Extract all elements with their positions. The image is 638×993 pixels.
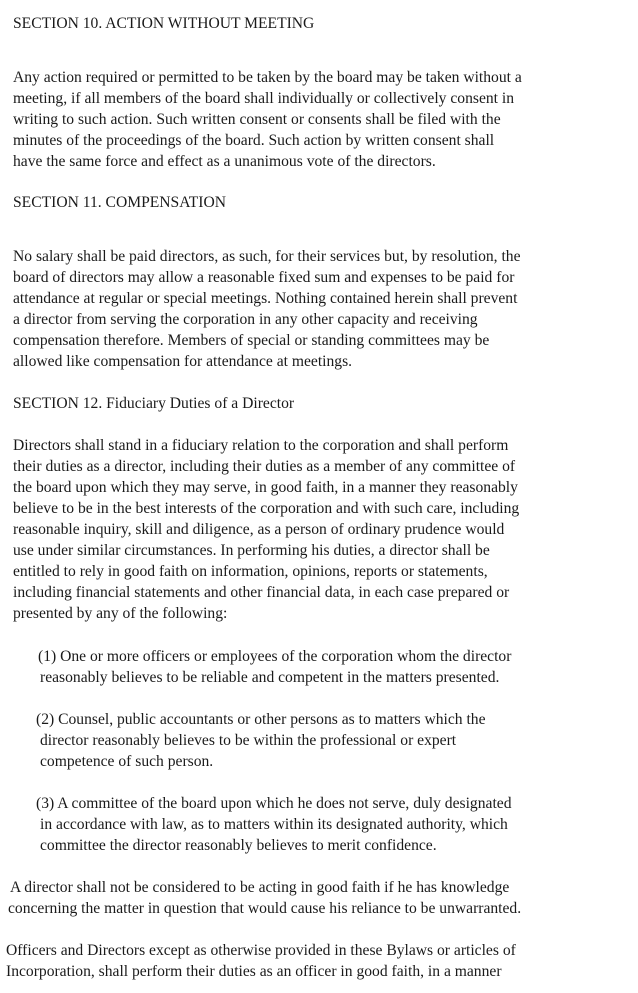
heading-text: SECTION 10. ACTION WITHOUT MEETING <box>13 15 315 32</box>
paragraph-line: compensation therefore. Members of special or standing committees may be <box>13 332 490 349</box>
paragraph-line: A director shall not be considered to be acting in good faith if he has knowledge <box>10 879 510 896</box>
heading-text: SECTION 11. COMPENSATION <box>13 194 226 211</box>
list-item-line: (2) Counsel, public accountants or other persons as to matters which the <box>36 711 486 728</box>
paragraph-line: attendance at regular or special meetings. Nothing contained herein shall prevent <box>13 290 518 307</box>
list-item-3 <box>36 793 512 856</box>
section-11-paragraph <box>13 246 521 372</box>
list-item-line: reasonably believes to be reliable and competent in the matters presented. <box>40 669 500 686</box>
paragraph-line: minutes of the proceedings of the board. Such action by written consent shall <box>13 132 495 149</box>
paragraph-line: entitled to rely in good faith on information, opinions, reports or statements, <box>13 563 488 580</box>
paragraph-line: board of directors may allow a reasonable fixed sum and expenses to be paid for <box>13 269 515 286</box>
paragraph-line: Incorporation, shall perform their duties as an officer in good faith, in a manner <box>6 963 502 980</box>
paragraph-line: reasonable inquiry, skill and diligence, as a person of ordinary prudence would <box>13 521 505 538</box>
paragraph-line: use under similar circumstances. In performing his duties, a director shall be <box>13 542 490 559</box>
paragraph-line: believe to be in the best interests of the corporation and with such care, including <box>13 500 520 517</box>
officers-paragraph <box>6 940 516 982</box>
list-item-line: in accordance with law, as to matters within its designated authority, which <box>40 816 508 833</box>
paragraph-line: No salary shall be paid directors, as such, for their services but, by resolution, the <box>13 248 521 265</box>
paragraph-line: Officers and Directors except as otherwise provided in these Bylaws or articles of <box>6 942 516 959</box>
paragraph-line: allowed like compensation for attendance at meetings. <box>13 353 353 370</box>
paragraph-line: their duties as a director, including their duties as a member of any committee of <box>13 458 516 475</box>
list-item-line: competence of such person. <box>40 753 214 770</box>
paragraph-line: presented by any of the following: <box>13 605 228 622</box>
paragraph-line: a director from serving the corporation in any other capacity and receiving <box>13 311 478 328</box>
paragraph-line: have the same force and effect as a unanimous vote of the directors. <box>13 153 436 170</box>
list-item-line: (1) One or more officers or employees of the corporation whom the director <box>38 648 512 665</box>
paragraph-line: concerning the matter in question that would cause his reliance to be unwarranted. <box>8 900 522 917</box>
list-item-2 <box>36 709 486 772</box>
list-item-1 <box>38 646 511 688</box>
section-12-heading <box>13 393 294 414</box>
paragraph-line: meeting, if all members of the board shall individually or collectively consent in <box>13 90 515 107</box>
good-faith-paragraph <box>8 877 521 919</box>
list-item-line: committee the director reasonably believes to merit confidence. <box>40 837 437 854</box>
section-10-heading <box>13 13 314 34</box>
paragraph-line: writing to such action. Such written consent or consents shall be filed with the <box>13 111 501 128</box>
paragraph-line: Directors shall stand in a fiduciary relation to the corporation and shall perform <box>13 437 509 454</box>
section-10-paragraph <box>13 67 522 172</box>
list-item-line: director reasonably believes to be within the professional or expert <box>40 732 457 749</box>
list-item-line: (3) A committee of the board upon which he does not serve, duly designated <box>36 795 512 812</box>
paragraph-line: the board upon which they may serve, in good faith, in a manner they reasonably <box>13 479 518 496</box>
section-11-heading <box>13 192 226 213</box>
paragraph-line: including financial statements and other financial data, in each case prepared or <box>13 584 510 601</box>
heading-text: SECTION 12. Fiduciary Duties of a Director <box>13 395 295 412</box>
paragraph-line: Any action required or permitted to be taken by the board may be taken without a <box>13 69 522 86</box>
section-12-paragraph <box>13 435 519 624</box>
